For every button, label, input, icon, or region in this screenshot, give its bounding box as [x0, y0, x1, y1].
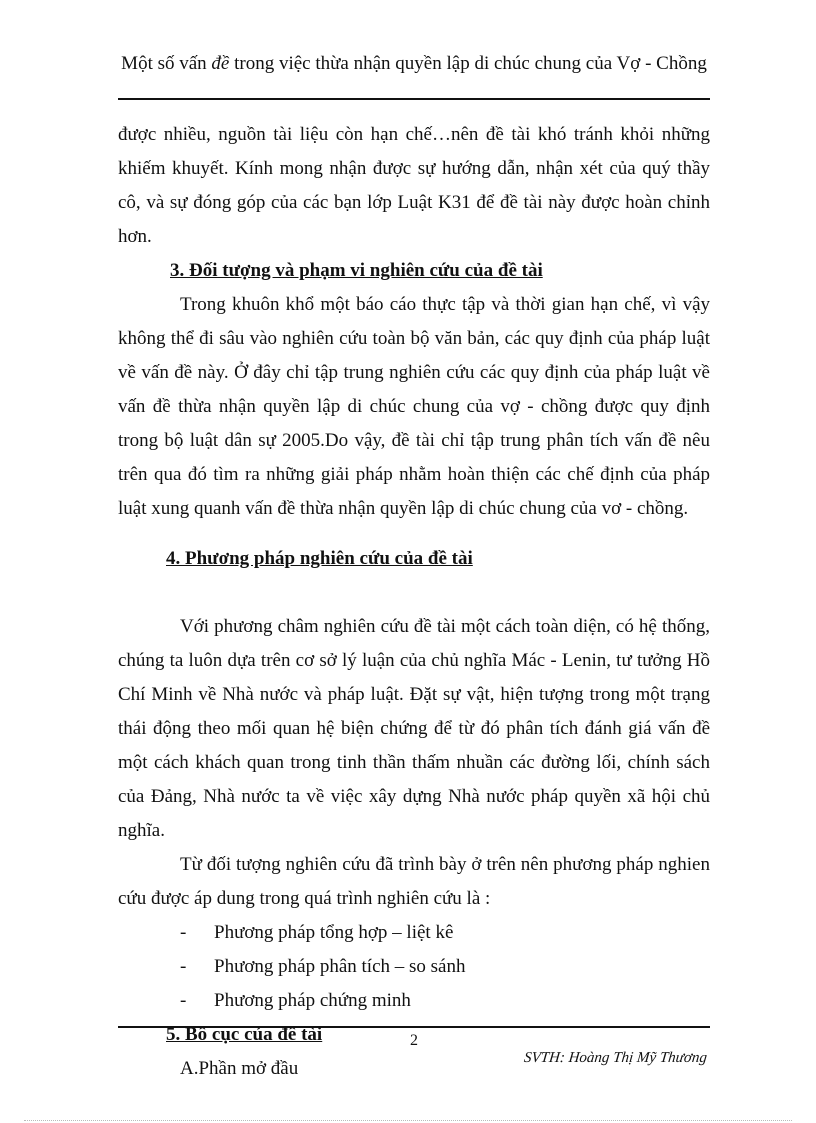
section-5-subpart: A.Phần mở đầu: [180, 1058, 299, 1079]
section-4-paragraph-2: Từ đối tượng nghiên cứu đã trình bày ở trên nên phương pháp nghien cứu được áp dung trong quá trình nghiên cứu là :: [118, 854, 710, 909]
section-3-paragraph: Trong khuôn khổ một báo cáo thực tập và thời gian hạn chế, vì vậy không thể đi sâu vào nghiên cứu toàn bộ văn bản, các quy định của pháp luật về vấn đề này. Ở đây chỉ tập trung nghiên cứu các quy định của pháp luật về vấn đề thừa nhận quyền lập di chúc chung của vợ - chồng được quy định trong bộ luật dân sự 2005.Do vậy, đề tài chỉ tập trung phân tích vấn đề nêu trên qua đó tìm ra những giải pháp nhằm hoàn thiện các chế định của pháp luật xung quanh vấn đề thừa nhận quyền lập di chúc chung của vơ - chồng.: [118, 294, 710, 519]
spacer: [118, 576, 710, 610]
continued-paragraph: được nhiều, nguồn tài liệu còn hạn chế…nên đề tài khó tránh khỏi những khiếm khuyết. Kính mong nhận được sự hướng dẫn, nhận xét của quý thầy cô, và sự đóng góp của các bạn lớp Luật K31 để đề tài này được hoàn chỉnh hơn.: [118, 124, 710, 247]
list-dash: -: [180, 956, 187, 977]
page-number: 2: [410, 1032, 418, 1049]
section-4-heading: 4. Phương pháp nghiên cứu của đề tài: [166, 548, 473, 569]
method-text: Phương pháp phân tích – so sánh: [214, 956, 466, 977]
running-header: [118, 50, 710, 78]
section-3-heading: 3. Đối tượng và phạm vi nghiên cứu của đề tài: [170, 260, 543, 281]
footer-divider: [118, 1026, 710, 1028]
method-text: Phương pháp tổng hợp – liệt kê: [214, 922, 454, 943]
list-dash: -: [180, 922, 187, 943]
method-text: Phương pháp chứng minh: [214, 990, 411, 1011]
method-list: [118, 916, 710, 1018]
header-title-part1: Một số vấn: [121, 53, 212, 74]
header-divider: [118, 98, 710, 100]
page-body: [118, 118, 710, 1086]
spacer: [118, 526, 710, 542]
method-item: [118, 916, 710, 950]
method-item: [118, 950, 710, 984]
list-dash: -: [180, 990, 187, 1011]
page-bottom-edge: [24, 1120, 792, 1121]
section-4-paragraph-1: Với phương châm nghiên cứu đề tài một cách toàn diện, có hệ thống, chúng ta luôn dựa trên cơ sở lý luận của chủ nghĩa Mác - Lenin, tư tưởng Hồ Chí Minh về Nhà nước và pháp luật. Đặt sự vật, hiện tượng trong một trạng thái động theo mối quan hệ biện chứng để từ đó phân tích đánh giá vấn đề một cách khách quan trong tinh thần thấm nhuần các đường lối, chính sách của Đảng, Nhà nước ta về việc xây dựng Nhà nước pháp quyền xã hội chủ nghĩa.: [118, 616, 710, 841]
method-item: [118, 984, 710, 1018]
section-5-heading: 5. Bố cục của đề tài: [166, 1024, 323, 1045]
author-signature: SVTH: Hoàng Thị Mỹ Thương: [523, 1050, 708, 1066]
header-title-italic: đề: [211, 53, 230, 74]
header-title-part2: trong việc thừa nhận quyền lập di chúc chung của Vợ - Chồng: [229, 53, 707, 74]
